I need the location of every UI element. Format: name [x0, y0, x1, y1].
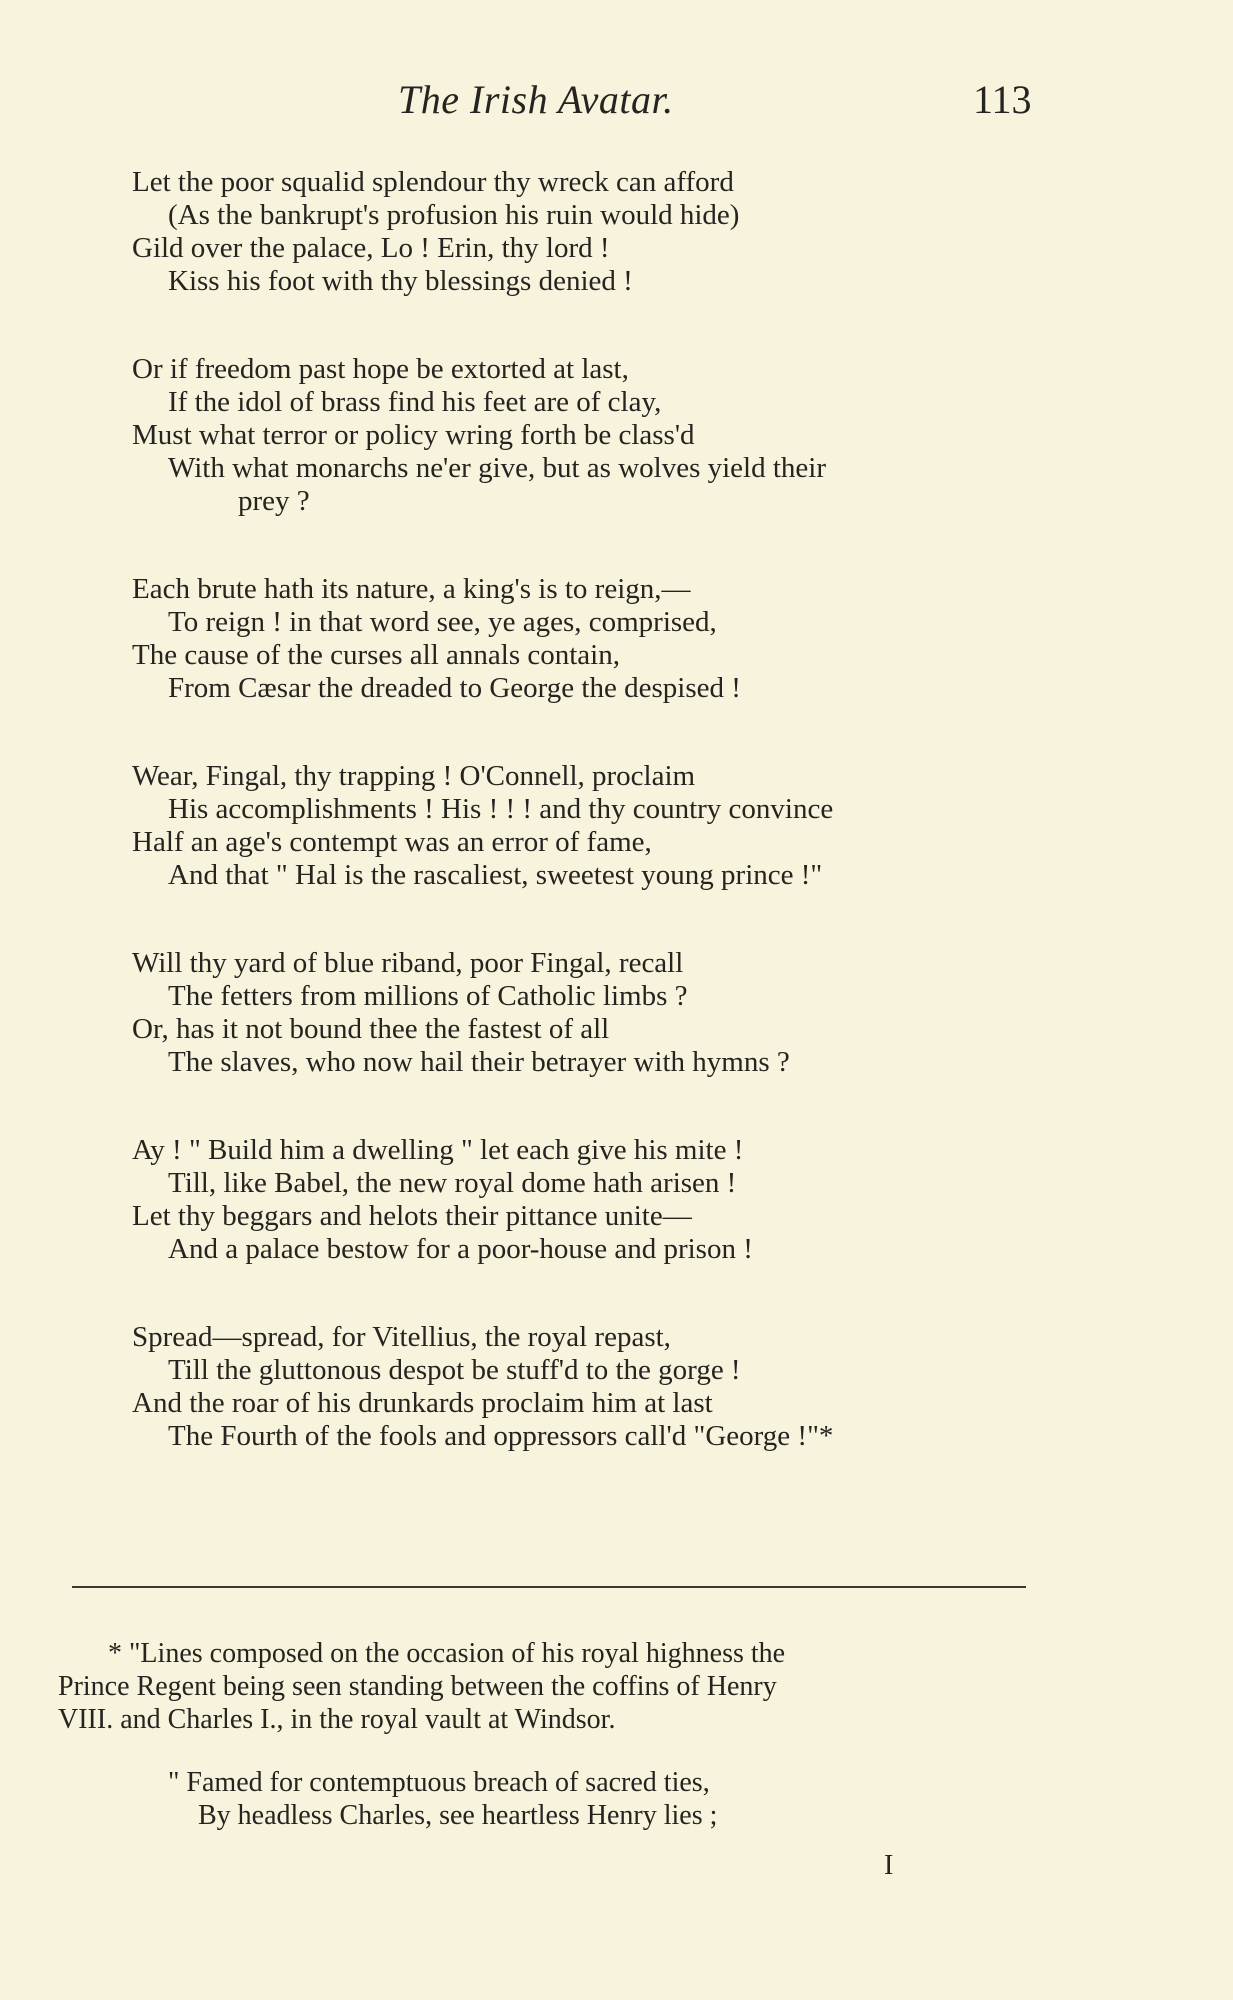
stanza-1 [132, 166, 1062, 298]
poem-line: Each brute hath its nature, a king's is to reign,— [132, 573, 691, 605]
poem-line: Let thy beggars and helots their pittance unite— [132, 1200, 692, 1232]
page-number: 113 [973, 77, 1032, 122]
poem-line: prey ? [238, 485, 310, 517]
poem-line: The Fourth of the fools and oppressors call'd "George !"* [168, 1420, 834, 1452]
poem-line: Must what terror or policy wring forth be class'd [132, 419, 695, 451]
poem-line: Or if freedom past hope be extorted at last, [132, 353, 629, 385]
poem-line: Till the gluttonous despot be stuff'd to the gorge ! [168, 1354, 741, 1386]
stanza-6 [132, 1134, 1062, 1266]
poem-line: The fetters from millions of Catholic limbs ? [168, 980, 688, 1012]
poem-line: And that " Hal is the rascaliest, sweetest young prince !" [168, 859, 823, 891]
poem-line: From Cæsar the dreaded to George the despised ! [168, 672, 741, 704]
page-header [0, 76, 1233, 126]
poem-line: Or, has it not bound thee the fastest of all [132, 1013, 610, 1045]
footnote-line: VIII. and Charles I., in the royal vault at Windsor. [58, 1704, 616, 1735]
poem-line: If the idol of brass find his feet are of clay, [168, 386, 662, 418]
footnote-divider [72, 1586, 1026, 1588]
poem-line: The cause of the curses all annals contain, [132, 639, 620, 671]
poem-line: And the roar of his drunkards proclaim him at last [132, 1387, 713, 1419]
quote-line: " Famed for contemptuous breach of sacred ties, [168, 1767, 710, 1798]
poem-line: Spread—spread, for Vitellius, the royal repast, [132, 1321, 671, 1353]
quote-line: By headless Charles, see heartless Henry lies ; [198, 1800, 718, 1831]
poem-line: The slaves, who now hail their betrayer with hymns ? [168, 1046, 790, 1078]
footnote-line: * "Lines composed on the occasion of his royal highness the [108, 1638, 786, 1669]
poem-line: Gild over the palace, Lo ! Erin, thy lord ! [132, 232, 610, 264]
poem-body [132, 166, 1062, 1508]
poem-line: Will thy yard of blue riband, poor Fingal, recall [132, 947, 684, 979]
poem-line: Half an age's contempt was an error of fame, [132, 826, 652, 858]
running-title: The Irish Avatar. [398, 77, 674, 122]
signature-mark: I [884, 1850, 894, 1881]
stanza-7 [132, 1321, 1062, 1453]
poem-line: His accomplishments ! His ! ! ! and thy country convince [168, 793, 834, 825]
poem-line: With what monarchs ne'er give, but as wolves yield their [168, 452, 826, 484]
poem-line: And a palace bestow for a poor-house and prison ! [168, 1233, 753, 1265]
stanza-3 [132, 573, 1062, 705]
footnote-line: Prince Regent being seen standing between the coffins of Henry [58, 1671, 777, 1702]
poem-line: Kiss his foot with thy blessings denied ! [168, 265, 633, 297]
poem-line: Ay ! " Build him a dwelling " let each give his mite ! [132, 1134, 744, 1166]
poem-line: (As the bankrupt's profusion his ruin would hide) [168, 199, 740, 231]
poem-line: Wear, Fingal, thy trapping ! O'Connell, proclaim [132, 760, 696, 792]
stanza-2 [132, 353, 1062, 518]
stanza-4 [132, 760, 1062, 892]
footnote-quote [58, 1766, 1038, 1832]
stanza-5 [132, 947, 1062, 1079]
poem-line: Till, like Babel, the new royal dome hath arisen ! [168, 1167, 737, 1199]
footnote [58, 1637, 1038, 1832]
poem-line: To reign ! in that word see, ye ages, comprised, [168, 606, 717, 638]
poem-line: Let the poor squalid splendour thy wreck can afford [132, 166, 734, 198]
